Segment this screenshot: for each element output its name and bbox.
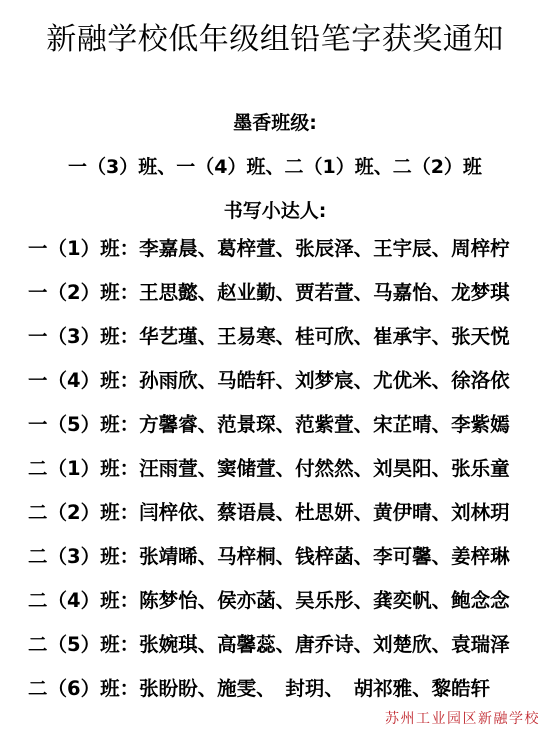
winner-row: 一（5）班：方馨睿、范景琛、范紫萱、宋芷晴、李紫嫣 (28, 413, 510, 436)
winner-row: 二（2）班：闫梓依、蔡语晨、杜思妍、黄伊晴、刘林玥 (28, 501, 510, 524)
winner-row: 二（3）班：张靖晞、马梓桐、钱梓菡、李可馨、姜梓琳 (28, 545, 510, 568)
winner-row: 一（3）班：华艺瑾、王易寒、桂可欣、崔承宇、张天悦 (28, 325, 510, 348)
page-title: 新融学校低年级组铅笔字获奖通知 (46, 22, 504, 57)
winner-row: 二（4）班：陈梦怡、侯亦菡、吴乐彤、龚奕帆、鲍念念 (28, 589, 510, 612)
school-footer: 苏州工业园区新融学校 (385, 711, 540, 727)
xiaodaren-heading: 书写小达人: (223, 200, 327, 222)
winner-row: 二（6）班：张盼盼、施雯、 封玥、 胡祁雅、黎皓轩 (28, 677, 491, 700)
moxiang-heading: 墨香班级: (233, 112, 317, 134)
winner-row: 一（1）班：李嘉晨、葛梓萱、张辰泽、王宇辰、周梓柠 (28, 237, 510, 260)
winner-row: 二（1）班：汪雨萱、窦储萱、付然然、刘昊阳、张乐童 (28, 457, 510, 480)
winners-list (0, 232, 550, 716)
winner-row: 一（2）班：王思懿、赵业勤、贾若萱、马嘉怡、龙梦琪 (28, 281, 510, 304)
moxiang-classes: 一（3）班、一（4）班、二（1）班、二（2）班 (68, 156, 482, 178)
winner-row: 二（5）班：张婉琪、高馨蕊、唐乔诗、刘楚欣、袁瑞泽 (28, 633, 510, 656)
winner-row: 一（4）班：孙雨欣、马皓轩、刘梦宸、尤优米、徐洛依 (28, 369, 510, 392)
